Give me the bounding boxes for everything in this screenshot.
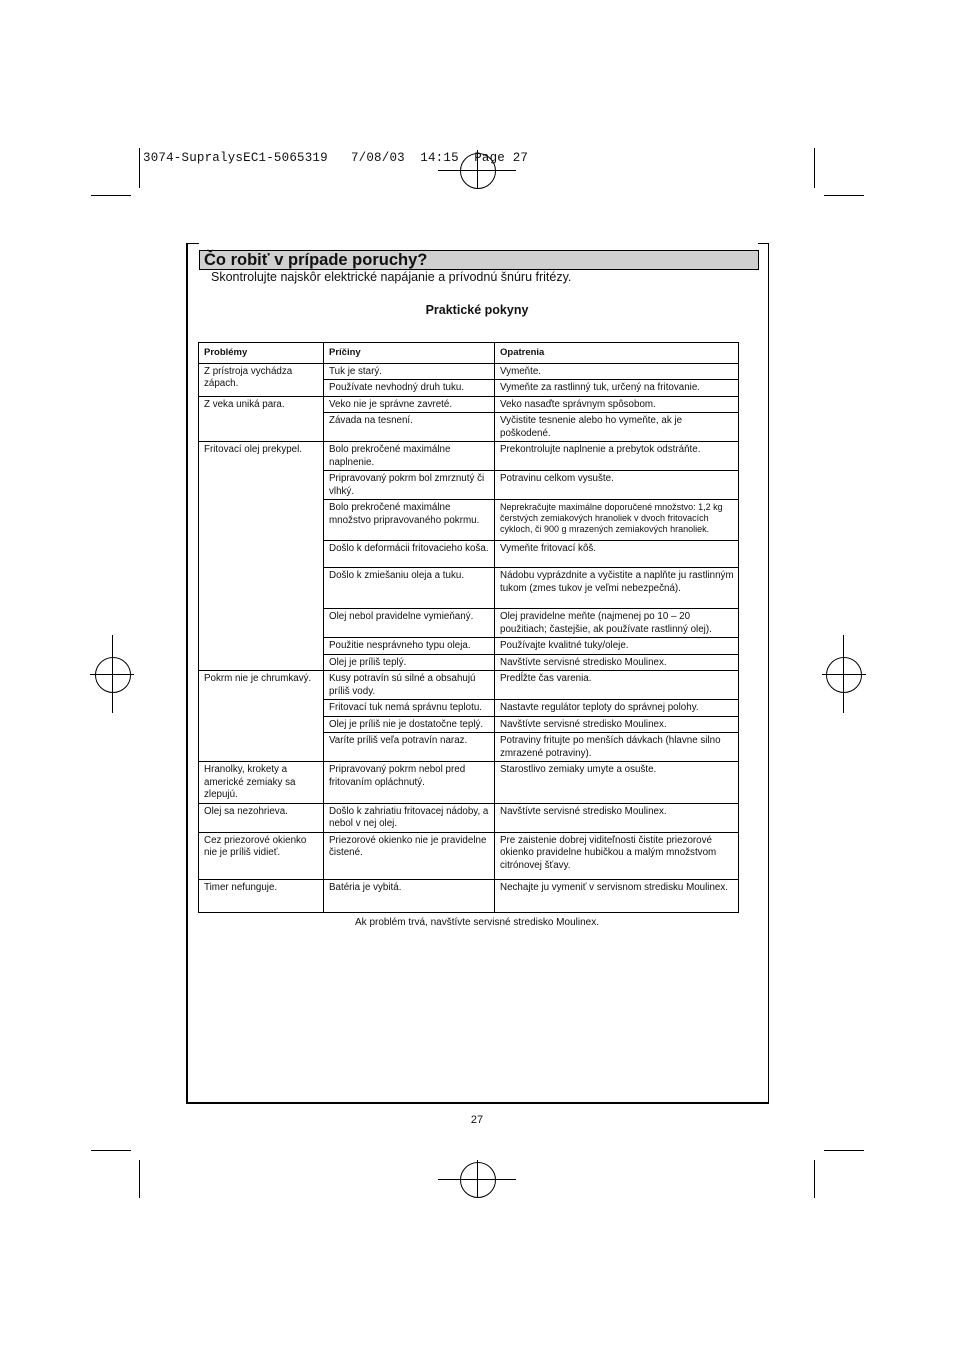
- table-body: [199, 363, 739, 912]
- cause-cell: Veko nie je správne zavreté.: [324, 396, 495, 413]
- crop-mark: [91, 1150, 131, 1151]
- cause-cell: Došlo k zmiešaniu oleja a tuku.: [324, 568, 495, 609]
- column-header-remedies: Opatrenia: [495, 343, 739, 364]
- section-heading: Praktické pokyny: [425, 303, 529, 317]
- remedy-cell: Vyčistite tesnenie alebo ho vymeňte, ak je poškodené.: [495, 413, 739, 442]
- remedy-cell: Neprekračujte maximálne doporučené množstvo: 1,2 kg čerstvých zemiakových hranoliek v dvoch fritovacích cykloch, či 900 g mrazených zemiakových hranoliek.: [495, 500, 739, 541]
- problem-cell: Z prístroja vychádza zápach.: [199, 363, 324, 396]
- header-page: Page 27: [474, 151, 529, 165]
- crop-mark: [139, 148, 140, 188]
- remedy-cell: Vymeňte.: [495, 363, 739, 380]
- page-number: 27: [470, 1114, 484, 1126]
- page-title: Čo robiť v prípade poruchy?: [199, 250, 759, 270]
- problem-cell: Cez priezorové okienko nie je príliš vidieť.: [199, 832, 324, 879]
- remedy-cell: Navštívte servisné stredisko Moulinex.: [495, 654, 739, 671]
- column-header-causes: Príčiny: [324, 343, 495, 364]
- remedy-cell: Predĺžte čas varenia.: [495, 671, 739, 700]
- cause-cell: Došlo k zahriatiu fritovacej nádoby, a nebol v nej olej.: [324, 803, 495, 832]
- table-row: [199, 396, 739, 413]
- cause-cell: Olej nebol pravidelne vymieňaný.: [324, 609, 495, 638]
- cause-cell: Pripravovaný pokrm nebol pred fritovaním opláchnutý.: [324, 762, 495, 804]
- cause-cell: Bolo prekročené maximálne naplnenie.: [324, 442, 495, 471]
- cause-cell: Došlo k deformácii fritovacieho koša.: [324, 541, 495, 568]
- problem-cell: Timer nefunguje.: [199, 879, 324, 912]
- cause-cell: Varíte príliš veľa potravín naraz.: [324, 733, 495, 762]
- footer-note: Ak problém trvá, navštívte servisné stredisko Moulinex.: [355, 917, 599, 928]
- cause-cell: Batéria je vybitá.: [324, 879, 495, 912]
- remedy-cell: Starostlivo zemiaky umyte a osušte.: [495, 762, 739, 804]
- print-header: [143, 151, 528, 165]
- crop-mark: [91, 195, 131, 196]
- crop-mark: [824, 1150, 864, 1151]
- table-row: [199, 879, 739, 912]
- table-row: [199, 803, 739, 832]
- cause-cell: Tuk je starý.: [324, 363, 495, 380]
- problem-cell: Z veka uniká para.: [199, 396, 324, 442]
- problem-cell: Hranolky, krokety a americké zemiaky sa zlepujú.: [199, 762, 324, 804]
- remedy-cell: Potraviny fritujte po menších dávkach (hlavne silno zmrazené potraviny).: [495, 733, 739, 762]
- remedy-cell: Pre zaistenie dobrej viditeľnosti čistite priezorové okienko pravidelne hubičkou a malým množstvom citrónovej šťavy.: [495, 832, 739, 879]
- cause-cell: Priezorové okienko nie je pravidelne čistené.: [324, 832, 495, 879]
- problem-cell: Pokrm nie je chrumkavý.: [199, 671, 324, 762]
- cause-cell: Pripravovaný pokrm bol zmrznutý či vlhký.: [324, 471, 495, 500]
- table-row: [199, 671, 739, 700]
- remedy-cell: Vymeňte fritovací kôš.: [495, 541, 739, 568]
- crop-mark: [824, 195, 864, 196]
- remedy-cell: Prekontrolujte naplnenie a prebytok odstráňte.: [495, 442, 739, 471]
- cause-cell: Používate nevhodný druh tuku.: [324, 380, 495, 397]
- cause-cell: Kusy potravín sú silné a obsahujú príliš vody.: [324, 671, 495, 700]
- table-row: [199, 762, 739, 804]
- remedy-cell: Nechajte ju vymeniť v servisnom stredisku Moulinex.: [495, 879, 739, 912]
- cause-cell: Olej je príliš nie je dostatočne teplý.: [324, 716, 495, 733]
- remedy-cell: Potravinu celkom vysušte.: [495, 471, 739, 500]
- cause-cell: Fritovací tuk nemá správnu teplotu.: [324, 700, 495, 717]
- page-subtitle: Skontrolujte najskôr elektrické napájanie a prívodnú šnúru fritézy.: [211, 270, 572, 284]
- crop-mark: [139, 1160, 140, 1198]
- troubleshooting-table: [198, 342, 739, 913]
- header-time: 14:15: [420, 151, 459, 165]
- table-row: [199, 363, 739, 380]
- header-file: 3074-SupralysEC1-5065319: [143, 151, 328, 165]
- problem-cell: Olej sa nezohrieva.: [199, 803, 324, 832]
- remedy-cell: Veko nasaďte správnym spôsobom.: [495, 396, 739, 413]
- table-header-row: [199, 343, 739, 364]
- cause-cell: Závada na tesnení.: [324, 413, 495, 442]
- remedy-cell: Nastavte regulátor teploty do správnej polohy.: [495, 700, 739, 717]
- crop-mark: [814, 1160, 815, 1198]
- crop-mark: [814, 148, 815, 188]
- cause-cell: Použitie nesprávneho typu oleja.: [324, 638, 495, 655]
- cause-cell: Olej je príliš teplý.: [324, 654, 495, 671]
- remedy-cell: Používajte kvalitné tuky/oleje.: [495, 638, 739, 655]
- table-row: [199, 832, 739, 879]
- header-date: 7/08/03: [350, 151, 405, 165]
- table-row: [199, 442, 739, 471]
- remedy-cell: Nádobu vyprázdnite a vyčistite a naplňte ju rastlinným tukom (zmes tukov je veľmi nebezpečná).: [495, 568, 739, 609]
- cause-cell: Bolo prekročené maximálne množstvo pripravovaného pokrmu.: [324, 500, 495, 541]
- remedy-cell: Navštívte servisné stredisko Moulinex.: [495, 716, 739, 733]
- remedy-cell: Olej pravidelne meňte (najmenej po 10 – 20 použitiach; častejšie, ak používate rastlinný olej).: [495, 609, 739, 638]
- problem-cell: Fritovací olej prekypel.: [199, 442, 324, 671]
- remedy-cell: Navštívte servisné stredisko Moulinex.: [495, 803, 739, 832]
- remedy-cell: Vymeňte za rastlinný tuk, určený na fritovanie.: [495, 380, 739, 397]
- column-header-problems: Problémy: [199, 343, 324, 364]
